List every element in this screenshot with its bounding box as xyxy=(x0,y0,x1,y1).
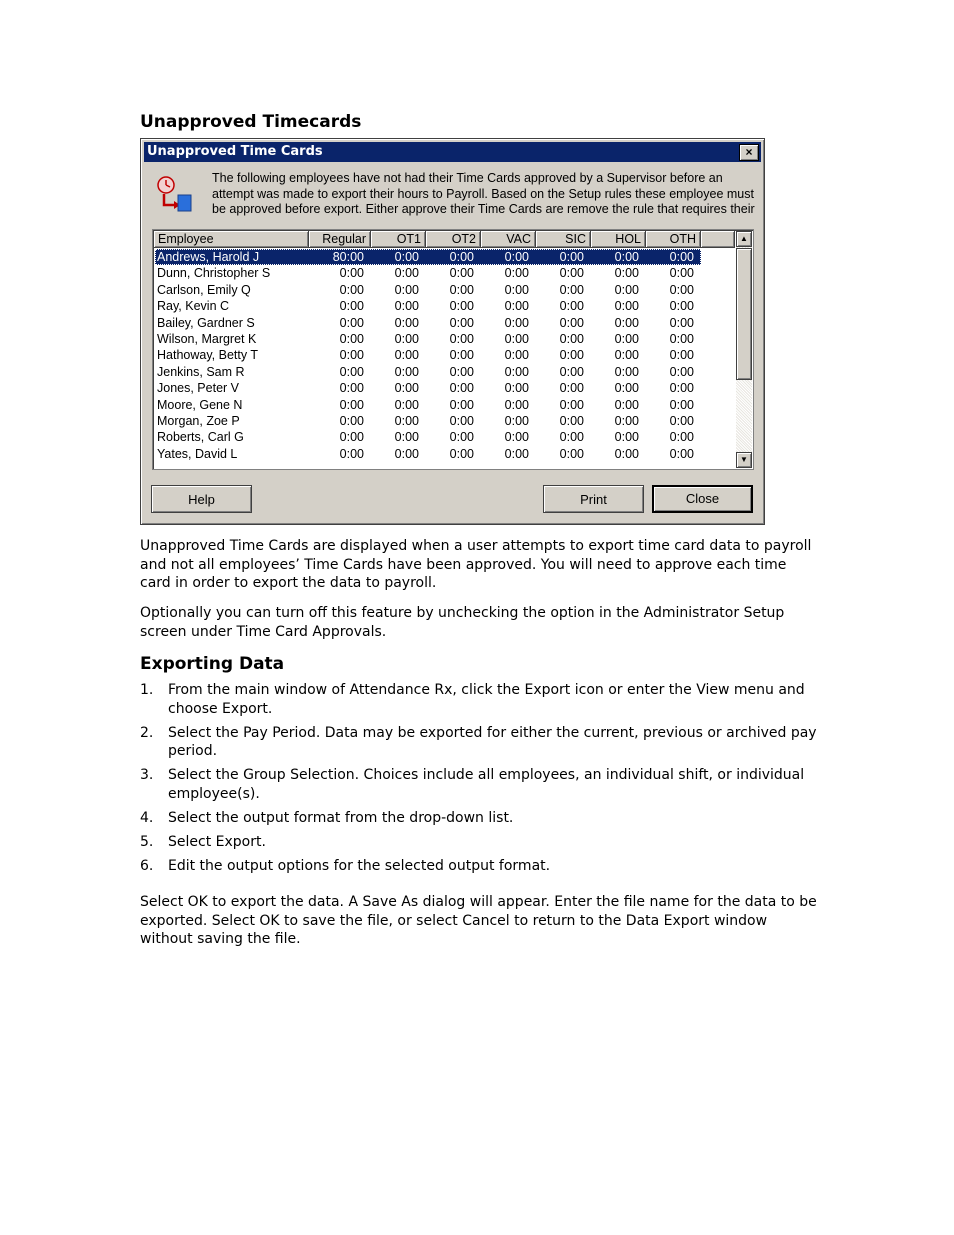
hours-cell: 0:00 xyxy=(614,250,639,264)
hours-cell: 0:00 xyxy=(339,332,364,346)
hours-cell: 0:00 xyxy=(339,381,364,396)
hours-cell: 0:00 xyxy=(614,397,639,412)
help-button[interactable]: Help xyxy=(151,485,252,513)
hours-cell: 0:00 xyxy=(449,299,474,314)
table-row[interactable] xyxy=(155,364,701,380)
hours-cell: 0:00 xyxy=(339,299,364,314)
dialog-message xyxy=(212,171,757,219)
employee-hours-list[interactable] xyxy=(152,229,754,470)
hours-cell: 0:00 xyxy=(339,282,364,297)
dialog-title: Unapproved Time Cards xyxy=(147,144,323,159)
hours-cell: 0:00 xyxy=(394,414,419,428)
hours-cell: 0:00 xyxy=(449,430,474,445)
scrollbar-thumb[interactable] xyxy=(736,248,752,380)
hours-cell: 0:00 xyxy=(614,282,639,297)
table-row[interactable] xyxy=(155,331,701,347)
paragraph-optional-setting: Optionally you can turn off this feature by unchecking the option in the Administrator Setup screen under Time Card Approvals. xyxy=(140,605,785,640)
hours-cell: 0:00 xyxy=(339,446,364,461)
export-steps-list xyxy=(140,681,820,881)
hours-cell: 0:00 xyxy=(449,381,474,396)
table-row[interactable] xyxy=(155,380,701,396)
hours-cell: 0:00 xyxy=(669,414,694,428)
step-text: Select the Pay Period. Data may be exported for either the current, previous or archived pay period. xyxy=(168,724,817,759)
table-row[interactable] xyxy=(155,249,701,265)
hours-cell: 0:00 xyxy=(559,315,584,330)
hours-cell: 0:00 xyxy=(559,250,584,264)
hours-cell: 0:00 xyxy=(559,430,584,445)
hours-cell: 0:00 xyxy=(394,397,419,412)
column-header[interactable]: VAC xyxy=(481,231,536,248)
dialog-titlebar xyxy=(144,142,761,162)
table-row[interactable] xyxy=(155,397,701,413)
paragraph-unapproved-description: Unapproved Time Cards are displayed when a user attempts to export time card data to payroll and not all employees’ Time Cards have been approved. You will need to approve each time card in order to export the data to payroll. xyxy=(140,538,812,591)
column-header[interactable]: SIC xyxy=(536,231,591,248)
hours-cell: 0:00 xyxy=(669,299,694,314)
employee-name-cell: Bailey, Gardner S xyxy=(157,315,255,330)
hours-cell: 0:00 xyxy=(614,430,639,445)
table-row[interactable] xyxy=(155,429,701,445)
step-number: 6. xyxy=(140,857,154,874)
hours-cell: 0:00 xyxy=(669,364,694,379)
employee-name-cell: Dunn, Christopher S xyxy=(157,266,271,281)
step-text: Select the output format from the drop-down list. xyxy=(168,809,514,826)
hours-cell: 0:00 xyxy=(394,430,419,445)
scroll-down-icon[interactable]: ▼ xyxy=(736,452,752,468)
hours-cell: 0:00 xyxy=(394,446,419,461)
message-line: The following employees have not had their Time Cards approved by a Supervisor before an xyxy=(212,171,723,185)
hours-cell: 0:00 xyxy=(504,364,529,379)
hours-cell: 0:00 xyxy=(449,364,474,379)
hours-cell: 0:00 xyxy=(669,315,694,330)
step-number: 1. xyxy=(140,682,154,698)
hours-cell: 0:00 xyxy=(504,332,529,346)
hours-cell: 0:00 xyxy=(669,266,694,281)
hours-cell: 0:00 xyxy=(504,381,529,396)
table-row[interactable] xyxy=(155,446,701,462)
hours-cell: 0:00 xyxy=(449,397,474,412)
unapproved-time-cards-dialog xyxy=(140,138,765,525)
step-text: Select Export. xyxy=(168,833,266,850)
hours-cell: 0:00 xyxy=(504,414,529,428)
step-number: 2. xyxy=(140,724,154,741)
table-row[interactable] xyxy=(155,282,701,298)
hours-cell: 0:00 xyxy=(559,282,584,297)
hours-cell: 0:00 xyxy=(669,282,694,297)
hours-cell: 0:00 xyxy=(394,266,419,281)
section-heading-exporting: Exporting Data xyxy=(140,654,285,674)
hours-cell: 0:00 xyxy=(394,250,419,264)
hours-cell: 0:00 xyxy=(394,282,419,297)
hours-cell: 0:00 xyxy=(449,266,474,281)
hours-cell: 0:00 xyxy=(504,299,529,314)
hours-cell: 0:00 xyxy=(559,414,584,428)
hours-cell: 0:00 xyxy=(559,332,584,346)
vertical-scrollbar[interactable] xyxy=(736,231,752,468)
column-header[interactable]: Employee xyxy=(154,231,309,248)
hours-cell: 0:00 xyxy=(614,381,639,396)
hours-cell: 0:00 xyxy=(669,381,694,396)
employee-name-cell: Yates, David L xyxy=(157,446,238,461)
hours-cell: 0:00 xyxy=(614,348,639,363)
message-line: attempt was made to export their hours to Payroll. Based on the Setup rules these employee must xyxy=(212,186,754,201)
list-item xyxy=(140,809,820,828)
hours-cell: 0:00 xyxy=(394,381,419,396)
close-button[interactable]: Close xyxy=(652,485,753,513)
employee-name-cell: Carlson, Emily Q xyxy=(157,282,251,297)
hours-cell: 0:00 xyxy=(669,348,694,363)
hours-cell: 0:00 xyxy=(614,446,639,461)
hours-cell: 0:00 xyxy=(449,332,474,346)
hours-cell: 0:00 xyxy=(614,332,639,346)
column-header[interactable]: Regular xyxy=(309,231,371,248)
employee-name-cell: Hathoway, Betty T xyxy=(157,348,258,363)
hours-cell: 0:00 xyxy=(449,446,474,461)
hours-cell: 0:00 xyxy=(504,446,529,461)
list-item xyxy=(140,766,820,803)
table-row[interactable] xyxy=(155,315,701,331)
hours-cell: 0:00 xyxy=(504,397,529,412)
hours-cell: 0:00 xyxy=(504,315,529,330)
hours-cell: 80:00 xyxy=(332,250,364,264)
hours-cell: 0:00 xyxy=(669,430,694,445)
hours-cell: 0:00 xyxy=(614,266,639,281)
hours-cell: 0:00 xyxy=(559,381,584,396)
message-line: be approved before export. Either approve their Time Cards are remove the rule that requires their xyxy=(212,202,755,216)
employee-name-cell: Wilson, Margret K xyxy=(157,332,257,346)
step-text: Select the Group Selection. Choices include all employees, an individual shift, or individual employee(s). xyxy=(168,767,805,802)
hours-cell: 0:00 xyxy=(559,364,584,379)
table-row[interactable] xyxy=(155,265,701,281)
step-number: 3. xyxy=(140,767,154,783)
paragraph-save-instructions: Select OK to export the data. A Save As dialog will appear. Enter the file name for the data to be exported. Select OK to save the file, or select Cancel to return to the Data Export window without saving the file. xyxy=(140,894,817,947)
hours-cell: 0:00 xyxy=(614,414,639,428)
hours-cell: 0:00 xyxy=(504,430,529,445)
column-header[interactable]: OT2 xyxy=(426,231,481,248)
close-icon[interactable]: × xyxy=(739,144,759,161)
column-header-filler xyxy=(701,231,735,248)
hours-cell: 0:00 xyxy=(394,348,419,363)
hours-cell: 0:00 xyxy=(559,266,584,281)
hours-cell: 0:00 xyxy=(339,397,364,412)
hours-cell: 0:00 xyxy=(669,446,694,461)
step-number: 4. xyxy=(140,809,154,826)
employee-name-cell: Jones, Peter V xyxy=(157,381,239,396)
hours-cell: 0:00 xyxy=(559,446,584,461)
hours-cell: 0:00 xyxy=(339,348,364,363)
hours-cell: 0:00 xyxy=(394,332,419,346)
hours-cell: 0:00 xyxy=(504,250,529,264)
hours-cell: 0:00 xyxy=(559,397,584,412)
hours-cell: 0:00 xyxy=(339,430,364,445)
employee-name-cell: Morgan, Zoe P xyxy=(157,414,240,428)
employee-name-cell: Ray, Kevin C xyxy=(157,299,230,314)
hours-cell: 0:00 xyxy=(449,250,474,264)
hours-cell: 0:00 xyxy=(614,315,639,330)
hours-cell: 0:00 xyxy=(504,348,529,363)
step-number: 5. xyxy=(140,833,154,850)
hours-cell: 0:00 xyxy=(504,266,529,281)
hours-cell: 0:00 xyxy=(559,299,584,314)
hours-cell: 0:00 xyxy=(669,250,694,264)
hours-cell: 0:00 xyxy=(339,266,364,281)
employee-name-cell: Moore, Gene N xyxy=(157,397,243,412)
employee-name-cell: Roberts, Carl G xyxy=(157,430,244,445)
section-heading-unapproved: Unapproved Timecards xyxy=(140,112,362,132)
hours-cell: 0:00 xyxy=(669,332,694,346)
step-text: From the main window of Attendance Rx, click the Export icon or enter the View menu and choose Export. xyxy=(168,682,805,717)
hours-cell: 0:00 xyxy=(394,299,419,314)
scroll-up-icon[interactable]: ▲ xyxy=(736,231,752,247)
table-row[interactable] xyxy=(155,347,701,363)
list-item xyxy=(140,857,820,876)
hours-cell: 0:00 xyxy=(449,414,474,428)
employee-name-cell: Andrews, Harold J xyxy=(157,250,260,264)
hours-cell: 0:00 xyxy=(669,397,694,412)
column-header[interactable]: OTH xyxy=(646,231,701,248)
step-text: Edit the output options for the selected output format. xyxy=(168,857,551,874)
hours-cell: 0:00 xyxy=(449,282,474,297)
hours-cell: 0:00 xyxy=(504,282,529,297)
hours-cell: 0:00 xyxy=(394,364,419,379)
employee-name-cell: Jenkins, Sam R xyxy=(157,364,245,379)
column-header[interactable]: OT1 xyxy=(371,231,426,248)
table-row[interactable] xyxy=(155,298,701,314)
hours-cell: 0:00 xyxy=(394,315,419,330)
hours-cell: 0:00 xyxy=(339,315,364,330)
hours-cell: 0:00 xyxy=(614,364,639,379)
hours-cell: 0:00 xyxy=(614,299,639,314)
hours-cell: 0:00 xyxy=(449,315,474,330)
hours-cell: 0:00 xyxy=(559,348,584,363)
timecard-export-icon xyxy=(154,175,194,215)
list-item xyxy=(140,681,820,718)
hours-cell: 0:00 xyxy=(449,348,474,363)
column-header[interactable]: HOL xyxy=(591,231,646,248)
hours-cell: 0:00 xyxy=(339,364,364,379)
hours-cell: 0:00 xyxy=(339,414,364,428)
list-item xyxy=(140,833,820,852)
list-item xyxy=(140,724,820,761)
print-button[interactable]: Print xyxy=(543,485,644,513)
table-row[interactable] xyxy=(155,413,701,429)
